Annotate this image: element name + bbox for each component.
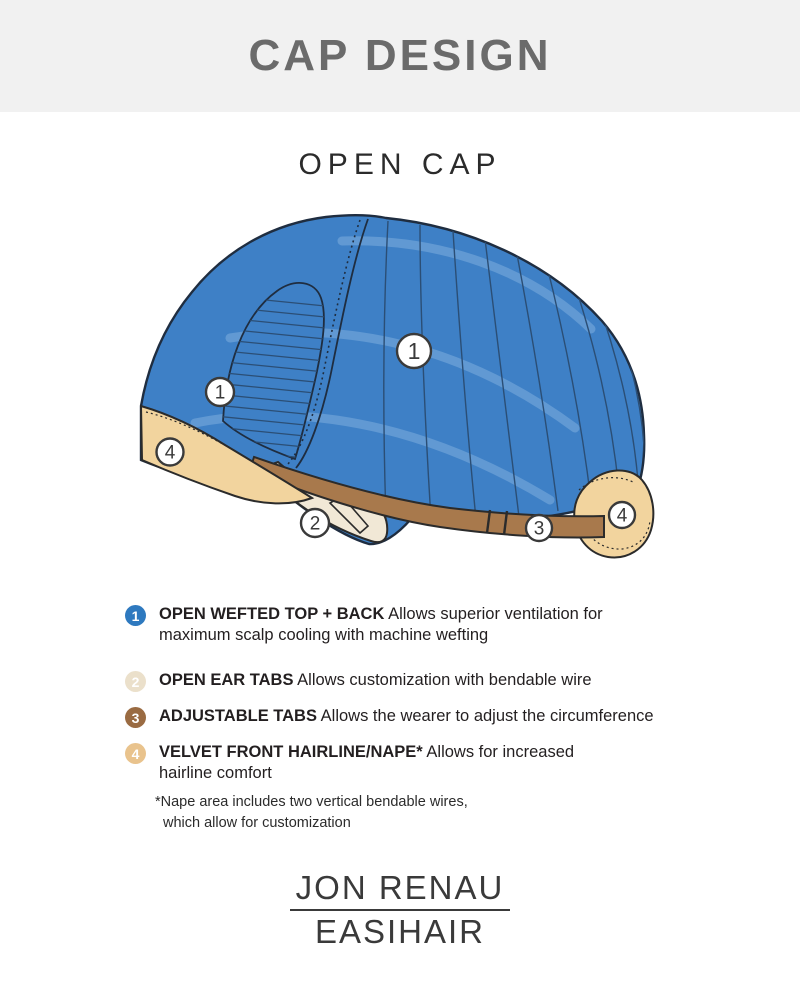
legend-label-2: OPEN EAR TABS [159, 671, 294, 689]
legend-text-1 [159, 604, 637, 646]
legend-label-1: OPEN WEFTED TOP + BACK [159, 605, 385, 623]
legend-text-3 [159, 706, 654, 728]
callout-number-4: 4 [616, 505, 628, 527]
legend-item-2 [125, 670, 592, 692]
legend-badge-2: 2 [125, 671, 146, 692]
callout-number-3: 3 [533, 518, 545, 540]
legend-badge-3: 3 [125, 707, 146, 728]
footnote-line-2: which allow for customization [163, 815, 351, 831]
brand-logo [0, 870, 800, 950]
cap-diagram [120, 206, 680, 578]
legend-text-4 [159, 742, 627, 784]
footnote [155, 792, 468, 834]
page-title: CAP DESIGN [248, 31, 552, 80]
legend-label-3: ADJUSTABLE TABS [159, 707, 317, 725]
callout-number-2: 2 [309, 513, 321, 535]
legend-desc-3: Allows the wearer to adjust the circumference [320, 707, 654, 725]
callout-number-1: 1 [214, 382, 226, 404]
legend-desc-2: Allows customization with bendable wire [297, 671, 592, 689]
legend-label-4: VELVET FRONT HAIRLINE/NAPE* [159, 743, 423, 761]
brand-rule [290, 909, 510, 911]
callout-number-4: 4 [164, 442, 176, 464]
legend-item-4 [125, 742, 627, 784]
legend-item-3 [125, 706, 654, 728]
brand-name-primary: JON RENAU [295, 869, 505, 906]
legend-badge-4: 4 [125, 743, 146, 764]
legend-desc-1: Allows superior ventilation for maximum scalp cooling with machine wefting [159, 605, 603, 644]
footnote-line-1: *Nape area includes two vertical bendable wires, [155, 794, 468, 810]
legend-desc-4: Allows for increased hairline comfort [159, 743, 575, 782]
header-band [0, 0, 800, 112]
callout-number-1: 1 [407, 338, 421, 364]
brand-name-secondary: EASIHAIR [314, 913, 486, 950]
legend-text-2 [159, 670, 592, 692]
legend-item-1 [125, 604, 637, 646]
diagram-title: OPEN CAP [298, 148, 502, 181]
legend-badge-1: 1 [125, 605, 146, 626]
